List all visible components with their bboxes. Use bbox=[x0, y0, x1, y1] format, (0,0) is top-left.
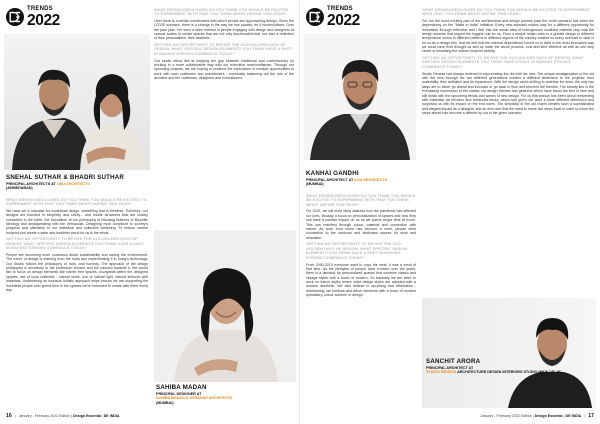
answer-paragraph: Studio Renesa has always believed in rejuvenating the old with the new. The unique amalgamation of the old with the new through the two different generations creates a different dimension to the projects; their materiality, their definition and its experience. With the design world shifting to redefine the lines, the only two ways are to either go ahead and innovate or go back in time and reinvent the themes. The beauty lies in the everlasting impression of the classic old design themes and gestures which have stood the test of time and still break with the upcoming trends and waves of new design. For us this season has been about reinventing with materials via terrazzo and terracotta bricks, which has given our work a more different dimension and surprised us with its impact on the end users. The simplicity of the old charm creates such a sophisticated and elegant impact as a designer and an end user that the need to move two steps back in order to move ten steps ahead has become a definite try out in the given scenario. bbox=[422, 71, 594, 115]
answer-paragraph: People are becoming more conscious about sustainability and saving the environment. The future of design is learning from the roots and implementing it in today's technology. Our Studio follows the philosophy of truth, and honesty. The approach of the design philosophy is sensitivity to the profession chosen and the passion towards it. We would like to focus on design elements like barrier free spaces, courtyards within the designed spaces, use of local materials - natural stone, use of natural light, natural textures with materials. Undertaking an inclusive holistic approach helps ensure we are supporting the incredible people who spend time in the spaces we're honoured to create with them every day. bbox=[6, 253, 148, 292]
brand-trends: TRENDS bbox=[27, 6, 53, 12]
right-page bbox=[300, 0, 600, 424]
answer-paragraph: For 2022, we will most likely address how the pandemic has affected our lives. Broadly a focus on personalization of spaces and how they can have a positive impact on us as we spend longer time at home. This can manifest through colour, material and connection with nature. As work from home has become a norm, people seek connection to the outdoors and dedicated spaces for work and relaxation. bbox=[306, 209, 416, 240]
answer-paragraph: Our studio ethos lies at bridging the gap between traditional and contemporary by working in a more collaborative way with our execution team/craftsmen. Through our upcoming projects, we are hoping to continue the exploration of multiple opportunities to work with such craftsmen and practitioners - eventually balancing out the role of the architect and the craftsman, designers and executioners. bbox=[154, 58, 294, 81]
question-heading: WHAT DESIGN IDEOLOGIES DO YOU THINK YOU WOULD BE EXCITED TO EXPERIMENT WITH THAT YOU THINK MIGHT DEFINE THIS YEAR? bbox=[154, 6, 289, 17]
person-name-kanhai: KANHAI GANDHI bbox=[306, 170, 359, 177]
question-heading: GETTING AN OPPORTUNITY TO REVIVE THE OLD-GOLDEN DAYS OF DESIGN, WHAT SPECIFIC DESIGN ELEMENTS YOU THINK HAVE A SHOT IN MAKING STRONG COMEBACK TODAY? bbox=[422, 54, 584, 69]
page-footer-left: 16 | January - February 2022 Edition | Design Essentia | DE INDIA bbox=[6, 413, 120, 419]
person-name-suthar: SNEHAL SUTHAR & BHADRI SUTHAR bbox=[6, 174, 125, 181]
page-footer-right: January - February 2022 Edition | Design Essentia | DE INDIA | 17 bbox=[480, 413, 594, 419]
brand-trends: TRENDS bbox=[327, 6, 353, 12]
question-heading: WHAT DESIGN IDEOLOGIES DO YOU THINK YOU WOULD BE EXCITED TO EXPERIMENT WITH THAT YOU THINK MIGHT DEFINE THIS YEAR? bbox=[306, 192, 416, 207]
right-col-2 bbox=[422, 6, 594, 296]
answer-paragraph: For me the most exciting part of the architectural and design journey past the covid scenario has been the dependency on the "Make in India" initiative. Every new scenario makes way for a different opportunity for innovation through reflection and I feel that the whole idea of homogenous localized material play was the design scheme that played the biggest role for us. From a simple Indian brick to a granite design to different temperature colors to different patterns in different regions of the country created so many avenues to deal in for us as a design firm, that we feel that the internal dependency forced us to think in the most innovative way we could have ever thought as well as make the whole process, cost and time effective as well as one step closer to lessening the carbon footprint activity. bbox=[422, 18, 594, 54]
answer-paragraph: From 2000-2010 everyone used to copy the west, it was a trend of that time. As the lifestyles of people have evolved over the years, there is a demand for personalized spaces that combine classic and vintage styles with a touch of modern. So basically we are keen to work on fusion styles where older design styles are adopted with a modern aesthetic. We also believe in upcycling and restoration - refurbishing old furniture and décor elements with a touch of modern upholstery, colour scheme or design. bbox=[306, 262, 416, 298]
brand-logo bbox=[306, 6, 360, 28]
person-role-sahiba: PRINCIPAL DESIGNER AT SAHIBA MADAN & SARANSH ARCHITECTS (MUMBAI) bbox=[156, 392, 233, 405]
left-col-1 bbox=[6, 196, 148, 414]
person-role-sanchit: PRINCIPAL ARCHITECT AT STUDIO RENESA ARCHITECTURE DESIGN INTERIORS STUDIO (NEW DELHI) bbox=[426, 366, 562, 375]
photo-kanhai bbox=[304, 34, 416, 160]
question-heading: GETTING AN OPPORTUNITY TO REVIVE THE OLD-GOLDEN DAYS OF DESIGN, WHAT SPECIFIC DESIGN ELEMENTS YOU THINK HAVE A SHOT IN MAKING STRONG COMEBACK TODAY? bbox=[306, 241, 408, 260]
answer-paragraph: I feel there is a certain mindfulness with which people are approaching design. Given the COVID scenario, there is a change in the way we use spaces, be it homes/offices. Over the past year, I've seen a keen interest in people engaging with design and designers at various scales to create spaces that are not only functional/clinical, but also a reflection of their personalities, their aesthetic. bbox=[154, 18, 294, 41]
left-col-2 bbox=[154, 6, 294, 228]
question-heading: WHAT DESIGN IDEOLOGIES DO YOU THINK YOU WOULD BE EXCITED TO EXPERIMENT WITH THAT YOU THINK MIGHT DEFINE THIS YEAR? bbox=[6, 196, 148, 207]
brand-logo bbox=[6, 6, 60, 28]
question-heading: WHAT DESIGN IDEOLOGIES DO YOU THINK YOU WOULD BE EXCITED TO EXPERIMENT WITH THAT YOU THINK MIGHT DEFINE THIS YEAR? bbox=[422, 6, 590, 17]
person-name-sahiba: SAHIBA MADAN bbox=[156, 384, 207, 391]
photo-sanchit bbox=[422, 298, 596, 408]
firm-suthar: OBO ARCHITECTS bbox=[56, 182, 90, 186]
de-logo-icon bbox=[306, 8, 324, 26]
answer-paragraph: We have set a mandate for contextual design, something that is timeless. Therefore, our designs are founded in simplicity and clarity... and create structures that are closely connected to the earth, the foundation of our philosophy is following features of Biophilic ideology and amalgamating with the Vernacular. Designing must contribute to society's progress and ultimately to our individual and collective wellbeing. To reduce carbon footprint and create a safer and healthier world for us is the ethos. bbox=[6, 208, 148, 235]
person-name-sanchit: SANCHIT ARORA bbox=[426, 358, 481, 365]
brand-year: 2022 bbox=[327, 11, 360, 29]
question-heading: GETTING AN OPPORTUNITY TO REVIVE THE OLD-GOLDEN DAYS OF DESIGN, WHAT SPECIFIC DESIGN ELEMENTS YOU THINK HAVE A SHOT IN MAKING STRONG COMEBACK TODAY? bbox=[154, 41, 293, 56]
page-number: 16 bbox=[6, 413, 12, 419]
right-col-1 bbox=[306, 192, 416, 414]
photo-suthar bbox=[4, 34, 150, 170]
person-role-kanhai: PRINCIPAL ARCHITECT AT KGA ARCHITECTS (MUMBAI) bbox=[306, 178, 388, 187]
question-heading: GETTING AN OPPORTUNITY TO REVIVE THE OLD-GOLDEN DAYS OF DESIGN, WHAT SPECIFIC DESIGN ELEMENTS YOU THINK HAVE A SHOT IN MAKING STRONG COMEBACK TODAY? bbox=[6, 236, 145, 251]
brand-year: 2022 bbox=[27, 11, 60, 29]
person-role-suthar: PRINCIPAL ARCHITECTS AT OBO ARCHITECTS (AHMEDABAD) bbox=[6, 182, 90, 191]
page-number: 17 bbox=[588, 413, 594, 419]
de-logo-icon bbox=[6, 8, 24, 26]
photo-sahiba bbox=[154, 230, 296, 382]
